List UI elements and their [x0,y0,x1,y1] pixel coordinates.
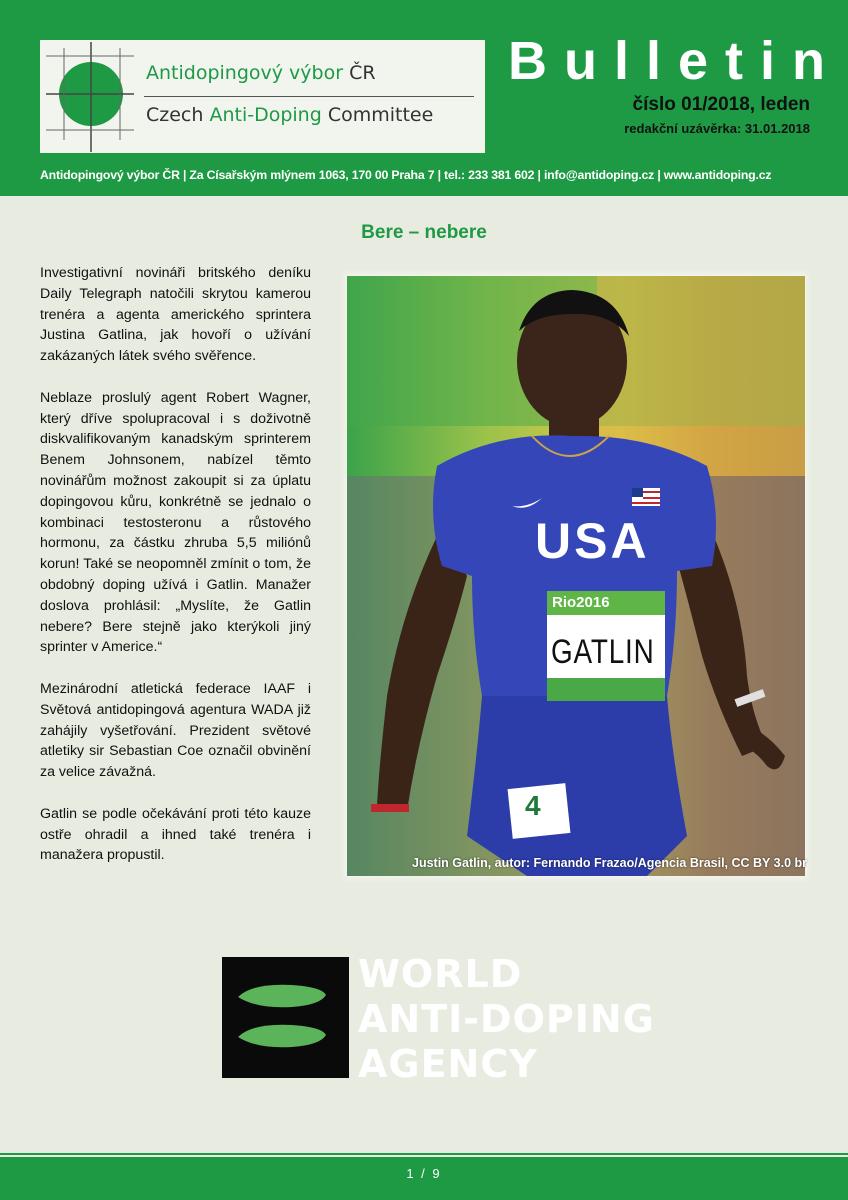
bulletin-title: Bulletin [508,31,842,91]
wada-line-agency: AGENCY [358,1042,538,1086]
logo-divider [144,96,474,97]
bib-event: Rio2016 [552,594,610,611]
crosshair-logo-icon [44,42,134,152]
article-paragraph: Investigativní novináři britského deníku Daily Telegraph natočili skrytou kamerou trenéra a agenta amerického sprintera Justina Gatlina, jak hovoří o užívání zakázaných látek svého svěřence. [40,265,311,365]
bib-name: GATLIN [551,633,655,671]
editorial-deadline: redakční uzávěrka: 31.01.2018 [624,121,810,136]
issue-number: číslo 01/2018, leden [632,94,810,115]
logo-english-name [146,104,433,126]
article-paragraph: Mezinárodní atletická federace IAAF i Světová antidopingová agentura WADA již zahájily vyšetřování. Prezident světové atletiky sir Sebastian Coe označil obvinění za velice závažná. [40,680,311,781]
logo-czech-name [146,62,376,84]
article-title [0,222,848,244]
contact-line: Antidopingový výbor ČR | Za Císařským mlýnem 1063, 170 00 Praha 7 | tel.: 233 381 602 | info@antidoping.cz | www.antidoping.cz [40,168,772,182]
wada-logo [222,957,349,1078]
footer-rule [0,1153,848,1155]
lane-number: 4 [525,790,541,821]
logo-czech-name-main: Antidopingový výbor [146,62,344,84]
photo-caption: Justin Gatlin, autor: Fernando Frazao/Agencia Brasil, CC BY 3.0 br [412,856,807,870]
article-body [40,263,311,887]
header-banner [0,0,848,196]
article-paragraph: Gatlin se podle očekávání proti této kauze ostře ohradil a ihned také trenéra i manažera propustil. [40,805,311,864]
athlete-photo [347,276,805,876]
article-title-text: Bere – nebere [361,222,487,243]
wada-line-world: WORLD [358,952,523,996]
logo-english-antidoping: Anti-Doping [209,104,322,126]
wada-line-antidoping: ANTI-DOPING [358,997,655,1041]
wada-wordmark [358,952,655,1087]
jersey-text: USA [535,513,650,569]
logo-czech-name-cr: ČR [343,62,376,84]
committee-logo [40,40,485,153]
logo-english-czech: Czech [146,104,210,126]
wada-equals-icon [222,957,349,1078]
logo-english-committee: Committee [321,104,434,126]
article-paragraph: Neblaze proslulý agent Robert Wagner, který dříve spolupracoval i s doživotně diskvalifikovaným kanadským sprinterem Benem Johnsonem, nabízel těmto novinářům možnost zakoupit si za úplatu dopingovou kůru, konkrétně se jednalo o kombinaci testosteronu a růstového hormonu, za částku zhruba 5,5 miliónů korun! Také se neopomněl zmínit o tom, že obdobný doping užívá i Gatlin. Manažer doslova prohlásil: „Myslíte, že Gatlin nebere? Bere stejně jako kterýkoli jiný sprinter v Americe.“ [40,389,311,656]
page-number: 1 / 9 [406,1166,442,1181]
